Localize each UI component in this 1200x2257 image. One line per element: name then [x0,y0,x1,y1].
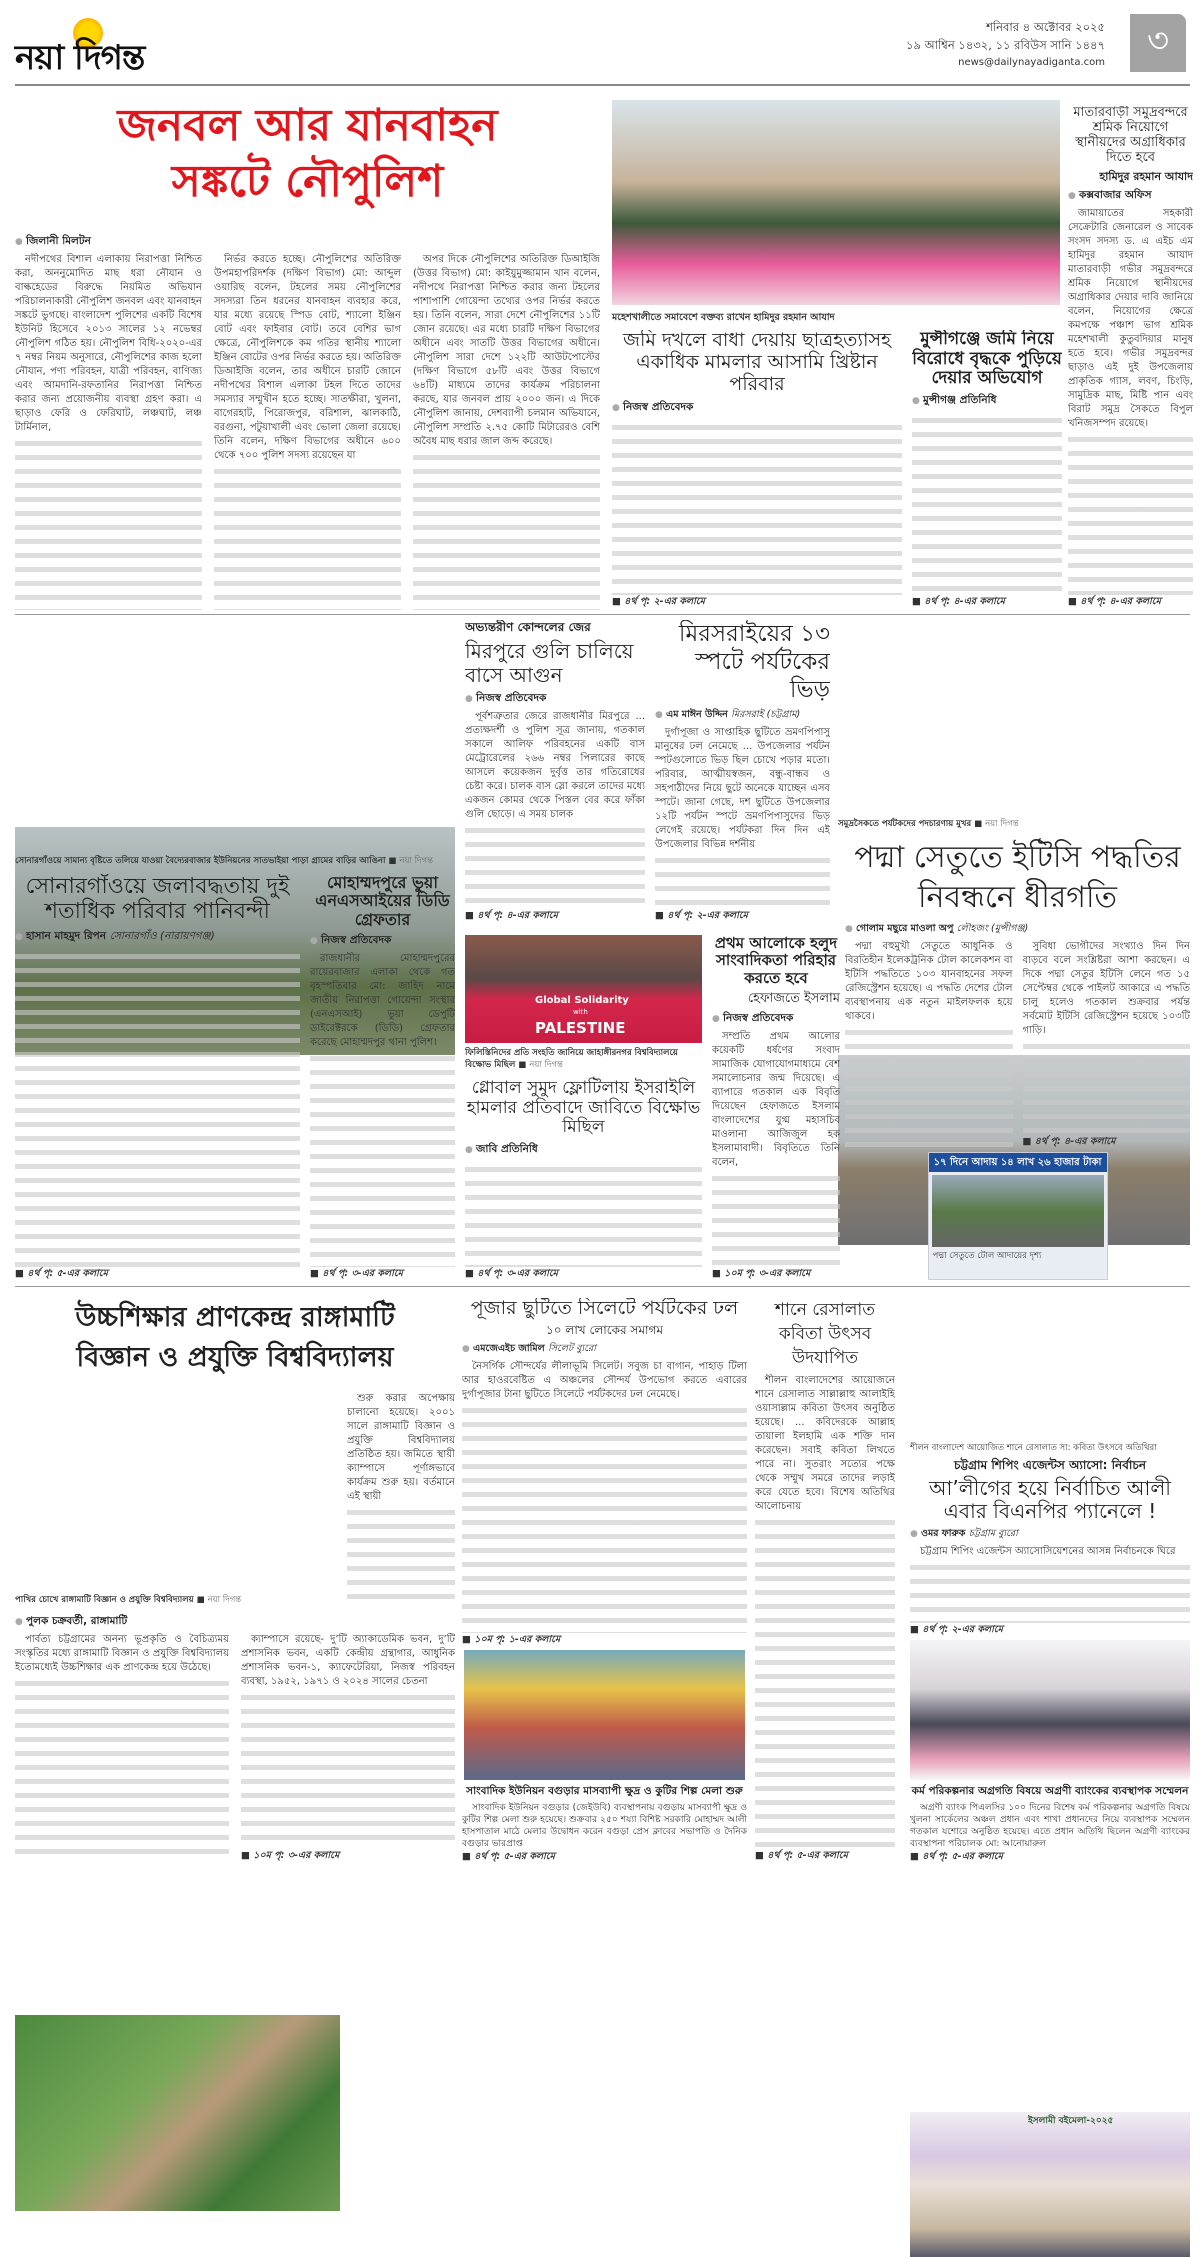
lead-headline-line2: সঙ্কটে নৌপুলিশ [171,156,444,207]
caption-text: সমুদ্রসৈকতে পর্যটকদের পদচারণায় মুখর [838,819,972,829]
mirpur-byline: ● নিজস্ব প্রতিবেদক [465,691,645,706]
shipping-headline[interactable]: আ’লীগের হয়ে নির্বাচিত আলী এবার বিএনপির প্যানেলে ! [929,1476,1171,1523]
rangamati-col-2 [241,1633,455,1862]
paragraph: দুর্গাপূজা ও সাপ্তাহিক ছুটিতে ভ্রমণপিপাসু মানুষের ঢল নেমেছে ... উপজেলার পর্যটন স্পটগুলোতে ভিড় ছিল চোখে পড়ার মতো। পরিবার, আত্মীয়স্বজন, বন্ধু-বান্ধব ও সহপাঠীদের নিয়ে ছুটে অনেকে যাচ্ছেন এসব স্পটে। জানা গেছে, দশ ছুটিতে উপজেলার ১২টি পর্যটন স্পটে ভ্রমণপিপাসুদের ভিড় লেগেই রয়েছে। পর্যটকরা দিন দিন এই উপজেলার বিভিন্ন দর্শনীয় [655,727,830,850]
matarbari-author: হামিদুর রহমান আযাদ [1099,169,1193,183]
matarbari-article [1068,106,1193,608]
agrani-body [910,1802,1190,1864]
continue-link[interactable]: ■ ৪র্থ পৃ: ২-এর কলামে [910,1624,1003,1635]
paragraph: ক্যাম্পাসে রয়েছে- দু’টি অ্যাকাডেমিক ভবন, দু’টি প্রশাসনিক ভবন, একটি কেন্দ্রীয় গ্রন্থাগার, আধুনিক প্রশাসনিক ভবন-১, ক্যাফেটেরিয়া, নিজস্ব পরিবহন ব্যবস্থা, ১৯৫২, ১৯৭১ ও ২০২৪ সালের চেতনা [241,1634,455,1687]
continue-link[interactable]: ■ ৪র্থ পৃ: ৫-এর কলামে [462,1851,555,1862]
puja-body [462,1360,747,1646]
paragraph: সাংবাদিক ইউনিয়ন বগুড়ার (জেইউবি) ব্যবস্থাপনায় বগুড়ায় মাসব্যাপী ক্ষুদ্র ও কুটির শিল্প মেলা শুরু হয়েছে। শুক্রবার ২৫০ শয্যা বিশিষ্ট সরকারি মোহাম্মদ আলী হাসপাতাল মাঠে মেলার উদ্বোধন করেন বগুড়া প্রেস ক্লাবের সভাপতি ও দৈনিক বগুড়ার ভারপ্রাপ্ত [462,1803,747,1849]
continue-link[interactable]: ■ ৪র্থ পৃ: ৩-এর কলামে [465,1268,558,1279]
date-gregorian: শনিবার ৪ অক্টোবর ২০২৫ [986,20,1105,34]
paragraph: সুবিধা ভোগীদের সংখ্যাও দিন দিন বাড়বে বলে সংশ্লিষ্টরা আশা করছেন। এ দিকে পদ্মা সেতুর ইটিসি লেনে গত ১৫ সেপ্টেম্বর থেকে পাইলট আকারে এ পদ্ধতি চালু হলেও গতকাল শুক্রবার পর্যন্ত সর্বমোট ইটিসি রেজিস্ট্রেশন হয়েছে ১০৩টি গাড়ি। [1022,941,1190,1036]
lead-body [15,253,600,610]
paragraph: অগ্রণী ব্যাংক পিএলসির ১০০ দিনের বিশেষ কর্ম পরিকল্পনার অগ্রগতি বিষয়ে খুলনা সার্কেলের অঞ্চল প্রধান এবং শাখা প্রধানদের নিয়ে ব্যবস্থাপক সম্মেলন গতকাল যশোরে অনুষ্ঠিত হয়েছে। এতে প্রধান অতিথি ছিলেন অগ্রণী ব্যাংকের ব্যবস্থাপনা পরিচালক মো: আনোয়ারুল [910,1803,1190,1849]
section-divider [15,614,1190,615]
toll-inset [928,1152,1108,1280]
sumud-body [465,1161,702,1280]
toll-caption: পদ্মা সেতুতে টোল আদায়ের দৃশ্য [932,1251,1042,1261]
mirsarai-article [655,620,830,922]
caption-text: সোনারগাঁওয়ে সামান্য বৃষ্টিতে তলিয়ে যাওয়া বৈদ্যেরবাজার ইউনিয়নের সাতভাইয়া পাড়া গ্রামের বাড়ির আঙিনা [15,856,386,866]
fair-photo [464,1650,745,1780]
rangamati-body [15,1633,455,1862]
prothom-alo-article [712,935,840,1280]
palestine-photo [465,935,702,1043]
photo-credit: নয়া দিগন্ত [985,819,1019,829]
mirpur-body [465,710,645,922]
bogura-headline[interactable]: সাংবাদিক ইউনিয়ন বগুড়ার মাসব্যাপী ক্ষুদ্র ও কুটির শিল্প মেলা শুরু [466,1785,743,1797]
munshiganj-body [912,412,1062,608]
continue-link[interactable]: ■ ৪র্থ পৃ: ২-এর কলামে [655,910,748,921]
padma-body-2 [1023,940,1191,1148]
christian-article [612,330,902,608]
paragraph: অপর দিকে নৌপুলিশের অতিরিক্ত ডিআইজি (উত্তর বিভাগ) মো: কাইয়ুমুজ্জামান খান বলেন, নদীপথে নিরাপত্তা নিশ্চিত করার জন্য টহলের পাশাপাশি গোয়েন্দা তথ্যের ওপর নির্ভর করতে হয়। তিনি বলেন, সারা দেশে নৌপুলিশের ১১টি জোন রয়েছে। এর মধ্যে চারটি দক্ষিণ বিভাগের অধীনে এবং সাতটি উত্তর বিভাগের অধীনে। নৌপুলিশ সারা দেশে ১২২টি আউটপোস্টের (দক্ষিণ বিভাগে ৫৮টি এবং উত্তর বিভাগে ৬৪টি) মাধ্যমে তাদের কার্যক্রম পরিচালনা করছে, যার জনবল প্রায় ২০০০ জন। এ দিকে নৌপুলিশ জানায়, দেশব্যাপী চলমান অভিযানে, নৌপুলিশ সম্প্রতি ২.৭৫ কোটি মিটারেরও বেশি অবৈধ মাছ ধরার জাল জব্দ করেছে। [413,254,600,447]
photo-credit: নয়া দিগন্ত [529,1060,563,1070]
mirsarai-headline[interactable]: মিরসরাইয়ের ১৩ স্পটে পর্যটকের ভিড় [678,621,830,703]
masthead-logo[interactable] [15,18,225,78]
lead-article [15,98,600,610]
headline-line1: উচ্চশিক্ষার প্রাণকেন্দ্র রাঙ্গামাটি [75,1302,395,1333]
paragraph: নদীপথের বিশাল এলাকায় নিরাপত্তা নিশ্চিত করা, অননুমোদিত মাছ ধরা নৌযান ও বাল্কহেডের বিরুদ্ধে নিয়মিত অভিযান পরিচালনাকারী নৌপুলিশ জনবল এবং যানবাহন সঙ্কটে ভুগছে। বাংলাদেশ পুলিশের একটি বিশেষ ইউনিট হিসেবে ২০১৩ সালের ১২ নভেম্বর নৌপুলিশ গঠিত হয়। নৌপুলিশ বিধি-২০২০-এর ৭ নম্বর নিয়ম অনুসারে, নৌপুলিশের কাজ হলো নৌযান, পণ্য পরিবহন, যাত্রী পরিবহন, বাণিজ্য এবং আমদানি-রফতানির নিরাপত্তা নিশ্চিত করার জন্য প্রয়োজনীয় ব্যবস্থা গ্রহণ করা। এ ছাড়াও ফেরি ও ফেরিঘাট, লঞ্চঘাট, লঞ্চ টার্মিনাল, [15,254,202,433]
continue-link[interactable]: ■ ১০ম পৃ: ১-এর কলামে [462,1634,561,1645]
matarbari-body [1068,207,1193,608]
sonargaon-article [15,874,300,1280]
author: গোলাম মছুরে মাওলা অপু [856,923,954,934]
shipping-byline [910,1527,1190,1541]
resalat-body [755,1374,895,1862]
prothom-alo-sub: হেফাজতে ইসলাম [747,990,840,1006]
lead-headline[interactable] [15,98,600,210]
christian-headline[interactable]: জমি দখলে বাধা দেয়ায় ছাত্রহত্যাসহ একাধিক মামলার আসামি খ্রিষ্টান পরিবার [623,330,891,395]
mirsarai-body [655,726,830,922]
matarbari-headline[interactable]: মাতারবাড়ী সমুদ্রবন্দরে শ্রমিক নিয়োগে স্থানীয়দের অগ্রাধিকার দিতে হবে [1073,106,1188,165]
mohammadpur-body [310,952,455,1280]
banner-text: ইসলামী বইমেলা-২০২৫ [1028,2116,1114,2126]
palestine-sumud-column [465,935,702,1280]
agrani-headline[interactable]: কর্ম পরিকল্পনার অগ্রগতি বিষয়ে অগ্রণী ব্যাংকের ব্যবস্থাপক সম্মেলন [911,1785,1189,1797]
puja-headline[interactable]: পূজার ছুটিতে সিলেটে পর্যটকের ঢল [470,1298,739,1319]
mirpur-article [465,620,645,922]
author: হাসান মাহমুদ রিপন [26,929,107,942]
banner-text: PALESTINE [535,1019,626,1037]
continue-link[interactable]: ■ ৪র্থ পৃ: ২-এর কলামে [612,596,705,607]
paragraph: শীলন বাংলাদেশের আয়োজনে শানে রেসালাত সাল্লাল্লাহু আলাইহি ওয়াসাল্লাম কবিতা উৎসব অনুষ্ঠিত হয়েছে। ... কবিদেরকে আল্লাহ তায়ালা ইলহামি এক শক্তি দান করেছেন। সবাই কবিতা লিখতে পারে না। সুতরাং সত্যের পক্ষে থেকে সম্মুখ সমরে তাদের লড়াই করে যেতে হবে। বিশেষ অতিথির আলোচনায় [755,1375,895,1512]
author: এম মাঈন উদ্দিন [666,709,728,720]
continue-link[interactable]: ■ ১০ম পৃ: ৩-এর কলামে [241,1850,340,1861]
mohammadpur-headline[interactable]: মোহাম্মদপুরে ভুয়া এনএসআইয়ের ডিডি গ্রেফতার [315,874,450,929]
lead-byline: ● জিলানী মিলটন [15,234,600,249]
paragraph: জামায়াতের সহকারী সেক্রেটারি জেনারেল ও সাবেক সংসদ সদস্য ড. এ এইচ এম হামিদুর রহমান আযাদ মাতারবাড়ী গভীর সমুদ্রবন্দরে শ্রমিক নিয়োগে স্থানীয়দের অগ্রাধিকার দেয়ার দাবি জানিয়ে বলেন, নিয়োগের ক্ষেত্রে কমপক্ষে পঞ্চাশ ভাগ শ্রমিক মহেশখালী কুতুবদিয়ার মানুষ হতে হবে। গভীর সমুদ্রবন্দর ছাড়াও এই দুই উপজেলায় প্রাকৃতিক গ্যাস, লবণ, চিংড়ি, সামুদ্রিক মাছ, মিষ্টি পান এবং বিরাট সমুদ্র সৈকতে বিপুল খনিজসম্পদ রয়েছে। [1068,207,1193,429]
mirpur-kicker: অভ্যন্তরীণ কোন্দলের জের [465,620,591,634]
place: চট্টগ্রাম ব্যুরো [968,1528,1018,1539]
bogura-body [462,1802,747,1864]
campus-caption: পাখির চোখে রাঙ্গামাটি বিজ্ঞান ও প্রযুক্তি বিশ্ববিদ্যালয় ■ নয়া দিগন্ত [15,1595,242,1605]
paragraph: রাজধানীর মোহাম্মদপুরের রায়েরবাজার এলাকা থেকে গত বৃহস্পতিবার মো: জাহিদ নামে জাতীয় নিরাপত্তা গোয়েন্দা সংস্থার (এনএসআই) ভুয়া ডেপুটি ডাইরেক্টরকে (ডিডি) গ্রেফতার করেছে মোহাম্মদপুর থানা পুলিশ। [310,953,455,1049]
resalat-headline[interactable]: শানে রেসালাত কবিতা উৎসব উদযাপিত [774,1300,876,1368]
place: মিরসরাই (চট্টগ্রাম) [731,709,801,720]
paragraph: সম্প্রতি প্রথম আলোর কয়েকটি ধর্ষণের সংবাদ সামাজিক যোগাযোগমাধ্যমে বেশ সমালোচনার জন্ম দিয়েছে। এ ব্যাপারে গতকাল এক বিবৃতি দিয়েছেন হেফাজতে ইসলাম বাংলাদেশের যুগ্ম মহাসচিব মাওলানা আজিজুল হক ইসলামাবাদী। বিবৃতিতে তিনি বলেন, [712,1030,840,1168]
place: লৌহজং (মুন্সীগঞ্জ) [956,923,1029,934]
headline-line2: বিজ্ঞান ও প্রযুক্তি বিশ্ববিদ্যালয় [76,1342,394,1373]
author: এমজেএইচ জামিল [473,1342,545,1354]
toll-photo [932,1175,1104,1247]
paragraph: নির্ভর করতে হচ্ছে। নৌপুলিশের অতিরিক্ত উপমহাপরিদর্শক (দক্ষিণ বিভাগ) মো: আব্দুল ওয়ারিছ বলেন, টহলের সময় নৌপুলিশের সদস্যরা তিন ধরনের যানবাহন ব্যবহার করে, যার মধ্যে রয়েছে স্পিড বোট, শ্যালো ইঞ্জিন বোট এবং ফাইবার বোট। তবে বেশির ভাগ ক্ষেত্রে, নৌপুলিশকে কম গতির স্থানীয় শ্যালো ইঞ্জিন বোটের ওপর নির্ভর করতে হয়। অতিরিক্ত ডিআইজি বলেন, তার অধীনে চারটি জোনে নদীপথের বিশাল এলাকা টহল দিতে তাদের সমস্যার সম্মুখীন হতে হচ্ছে। সাতক্ষীরা, খুলনা, বাগেরহাট, পিরোজপুর, বরিশাল, ঝালকাঠি, বরগুনা, পটুয়াখালী এবং ভোলা জেলা রয়েছে। তিনি বলেন, দক্ষিণ বিভাগের অধীনে ৬০০ থেকে ৭০০ পুলিশ সদস্য রয়েছেন যা [214,254,401,461]
continue-link[interactable]: ■ ১০ম পৃ: ৩-এর কলামে [712,1268,811,1279]
waterlogging-caption: সোনারগাঁওয়ে সামান্য বৃষ্টিতে তলিয়ে যাওয়া বৈদ্যেরবাজার ইউনিয়নের সাতভাইয়া পাড়া গ্রামের বাড়ির আঙিনা ■ নয়া দিগন্ত [15,856,433,866]
paragraph: পার্বত্য চট্টগ্রামের অনন্য ভূপ্রকৃতি ও বৈচিত্র্যময় সংস্কৃতির মধ্যে রাঙ্গামাটি বিজ্ঞান ও প্রযুক্তি বিশ্ববিদ্যালয় ইতোমধ্যেই উচ্চশিক্ষার এক প্রাণকেন্দ্র হয়ে উঠেছে। [15,1634,229,1673]
continue-link[interactable]: ■ ৪র্থ পৃ: ৪-এর কলামে [1022,1136,1116,1147]
caption-text: ফিলিস্তিনিদের প্রতি সংহতি জানিয়ে জাহাঙ্গীরনগর বিশ্ববিদ্যালয়ে বিক্ষোভ মিছিল [465,1048,678,1070]
padma-headline[interactable]: পদ্মা সেতুতে ইটিসি পদ্ধতির নিবন্ধনে ধীরগতি [854,840,1181,915]
mohammadpur-article [310,874,455,1280]
rally-photo [612,100,1060,305]
rangamati-byline: ● পুলক চক্রবর্তী, রাঙ্গামাটি [15,1614,455,1629]
munshiganj-byline: ● মুন্সীগঞ্জ প্রতিনিধি [912,393,1062,408]
padma-body-1 [845,940,1013,1148]
continue-link[interactable]: ■ ৪র্থ পৃ: ৩-এর কলামে [310,1268,403,1279]
continue-link[interactable]: ■ ৪র্থ পৃ: ৫-এর কলামে [15,1268,108,1279]
continue-link[interactable]: ■ ৪র্থ পৃ: ৪-এর কলামে [912,596,1005,607]
christian-byline: ● নিজস্ব প্রতিবেদক [612,400,902,415]
prothom-alo-headline[interactable]: প্রথম আলোকে হলুদ সাংবাদিকতা পরিহার করতে হবে [714,935,838,987]
continue-link[interactable]: ■ ৪র্থ পৃ: ৪-এর কলামে [465,910,558,921]
puja-column [462,1298,747,1864]
boimela-caption: শীলন বাংলাদেশ আয়োজিত শানে রেসালাত সা: কবিতা উৎসবে অতিথিরা [910,1443,1157,1453]
shipping-body [910,1545,1190,1636]
munshiganj-article [912,330,1062,608]
banner-text: Global Solidarity [535,995,629,1006]
rangamati-col-1 [15,1633,229,1862]
banner-text: with [573,1008,588,1016]
paragraph: নৈসর্গিক সৌন্দর্যের লীলাভূমি সিলেট। সবুজ চা বাগান, পাহাড় টিলা আর হাওরবেষ্টিত এ অঞ্চলের সৌন্দর্য উপভোগ করতে এবারের দুর্গাপূজার টানা ছুটিতে সিলেটে পর্যটকদের ঢল নেমেছে। [462,1360,747,1400]
lead-col-3 [413,253,600,610]
beach-caption: সমুদ্রসৈকতে পর্যটকদের পদচারণায় মুখর ■ নয়া দিগন্ত [838,819,1019,829]
mirsarai-byline [655,708,830,722]
toll-inset-banner: ১৭ দিনে আদায় ১৪ লাখ ২৬ হাজার টাকা [929,1153,1107,1172]
matarbari-byline: ● কক্সবাজার অফিস [1068,188,1193,203]
puja-sub: ১০ লাখ লোকের সমাগম [545,1322,664,1337]
email-link[interactable]: news@dailynayadiganta.com [958,57,1105,68]
christian-body [612,419,902,608]
padma-body [845,940,1190,1148]
rangamati-side-body [347,1392,455,1608]
issue-date [906,18,1105,72]
right-bottom-column [910,1442,1190,1864]
sumud-byline: ● জাবি প্রতিনিধি [465,1142,702,1157]
lead-col-1 [15,253,202,610]
resalat-article [755,1298,895,1862]
paragraph: শুরু করার অপেক্ষায় চালানো হয়েছে। ২০০১ সালে রাঙ্গামাটি বিজ্ঞান ও প্রযুক্তি বিশ্ববিদ্যালয় প্রতিষ্ঠিত হয়। জমিতে স্থায়ী ক্যাম্পাসে পূর্ণাঙ্গভাবে কার্যক্রম শুরু হয়। বর্তমানে এই স্থায়ী [347,1393,455,1502]
padma-article [845,838,1190,1280]
paragraph: পূর্বশত্রুতার জেরে রাজধানীর মিরপুরে ... প্রত্যক্ষদর্শী ও পুলিশ সূত্র জানায়, গতকাল সকালে আলিফ পরিবহনের একটি বাস মেট্রোরেলের ২৬৬ নম্বর পিলারের কাছে আসলে কয়েকজন দুর্বৃত্ত তার গতিরোধের চেষ্টা করে। চালক বাস স্লো করলে তাদের মধ্যে একজন কোমর থেকে পিস্তল বের করে ফাঁকা গুলি ছোড়ে। এ সময় চালক [465,711,645,820]
author: ওমর ফারুক [921,1528,966,1539]
caption-text: পাখির চোখে রাঙ্গামাটি বিজ্ঞান ও প্রযুক্তি বিশ্ববিদ্যালয় [15,1595,194,1605]
lead-col-2 [214,253,401,610]
continue-link[interactable]: ■ ৪র্থ পৃ: ৪-এর কলামে [1068,596,1161,607]
campus-aerial-photo [15,2015,340,2211]
sumud-headline[interactable]: গ্লোবাল সুমুদ ফ্লোটিলায় ইসরাইলি হামলার প্রতিবাদে জাবিতে বিক্ষোভ মিছিল [466,1078,701,1138]
place: সিলেট ব্যুরো [548,1342,596,1354]
mirpur-headline[interactable]: মিরপুরে গুলি চালিয়ে বাসে আগুন [465,639,634,687]
date-bangla-hijri: ১৯ আশ্বিন ১৪৩২, ১১ রবিউস সানি ১৪৪৭ [906,38,1105,52]
shipping-kicker: চট্টগ্রাম শিপিং এজেন্টস অ্যাসো: নির্বাচন [954,1458,1146,1472]
photo-credit: নয়া দিগন্ত [207,1595,242,1605]
logo-text: নয়া দিগন্ত [15,38,145,78]
prothom-alo-byline: ● নিজস্ব প্রতিবেদক [712,1011,840,1026]
sonargaon-headline[interactable]: সোনারগাঁওয়ে জলাবদ্ধতায় দুই শতাধিক পরিবার পানিবন্দী [25,874,290,925]
rally-photo-caption: মহেশখালীতে সমাবেশে বক্তব্য রাখেন হামিদুর রহমান আযাদ [612,312,835,323]
palestine-caption: ফিলিস্তিনিদের প্রতি সংহতি জানিয়ে জাহাঙ্গীরনগর বিশ্ববিদ্যালয়ে বিক্ষোভ মিছিল ■ নয়া দিগন্ত [465,1048,678,1070]
header-divider [15,84,1190,86]
sonargaon-byline [15,929,300,944]
lead-headline-line1: জনবল আর যানবাহন [117,100,498,151]
munshiganj-headline[interactable]: মুন্সীগঞ্জে জমি নিয়ে বিরোধে বৃদ্ধকে পুড়িয়ে দেয়ার অভিযোগ [912,330,1062,389]
photo-credit: নয়া দিগন্ত [399,856,433,866]
continue-link[interactable]: ■ ৪র্থ পৃ: ৫-এর কলামে [755,1850,848,1861]
boimela-photo [910,2112,1190,2257]
rangamati-headline[interactable] [15,1298,455,1378]
sonargaon-body [15,948,300,1280]
paragraph: চট্টগ্রাম শিপিং এজেন্টস অ্যাসোসিয়েশনের আসন্ন নির্বাচনকে ঘিরে [920,1546,1176,1557]
puja-byline [462,1342,747,1356]
page-number: ৩ [1130,14,1186,72]
rangamati-article-body [15,1614,455,1862]
mohammadpur-byline: ● নিজস্ব প্রতিবেদক [310,933,455,948]
paragraph: পদ্মা বহুমুখী সেতুতে আধুনিক ও বিরতিহীন ইলেকট্রনিক টোল কালেকশন বা ইটিসি পদ্ধতিতে ১০৩ যানবাহনের সফল রেজিস্ট্রেশন হয়েছে। এ পদ্ধতি দেশের টোল ব্যবস্থাপনায় এক নতুন মাইলফলক হয়ে থাকবে। [845,941,1013,1022]
prothom-alo-body [712,1030,840,1280]
section-divider [15,1286,1190,1287]
bank-conference-photo [910,1640,1190,1780]
place: সোনারগাঁও (নারায়ণগঞ্জ) [109,929,215,942]
padma-byline [845,922,1190,936]
continue-link[interactable]: ■ ৪র্থ পৃ: ৫-এর কলামে [910,1851,1003,1862]
